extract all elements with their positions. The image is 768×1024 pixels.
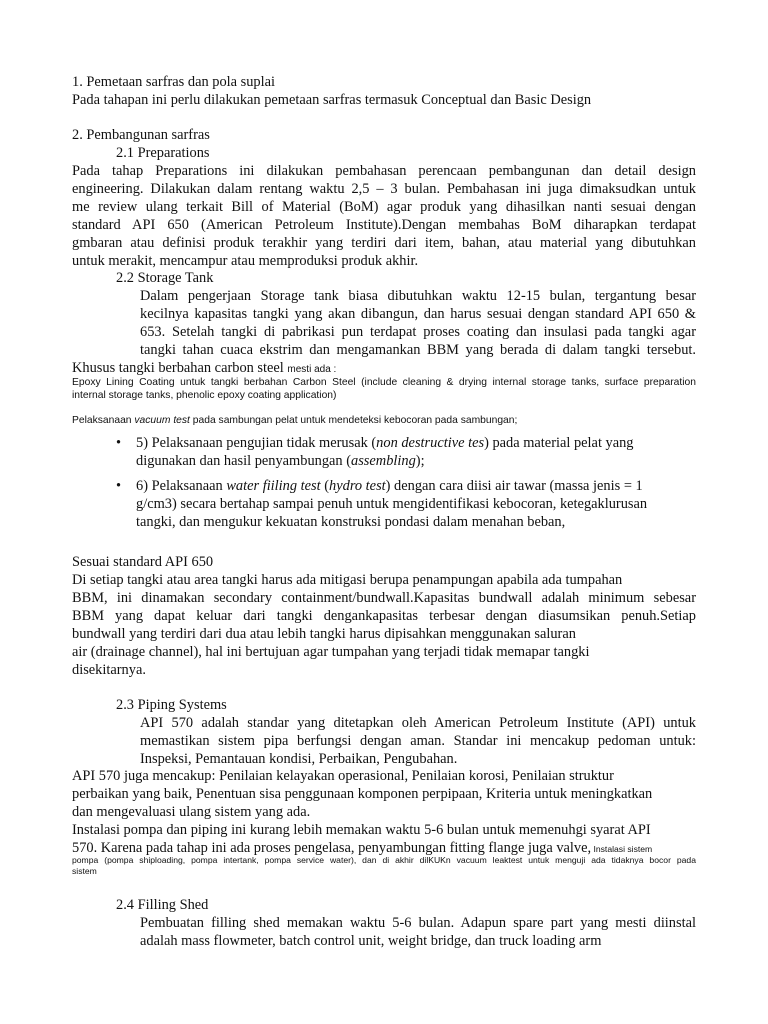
paragraph-line: Pada tahap Preparations ini dilakukan pembahasan perencaan pembangunan dan detail design bbox=[72, 163, 696, 179]
note-line: pompa (pompa shiploading, pompa intertank, pompa service water), dan di akhir dilKUKn vacuum leaktest untuk menguji ada tidaknya bocor pada bbox=[72, 855, 696, 865]
filling-shed-paragraph bbox=[140, 914, 696, 950]
bullet-2-term: hydro test bbox=[329, 478, 386, 494]
paragraph-line: gmbaran atau definisi produk terakhir yang terdiri dari item, bahan, atau material yang dibutuhkan bbox=[72, 235, 696, 251]
bullet-1-text: ) pada material pelat yang bbox=[484, 435, 634, 451]
paragraph-line: adalah mass flowmeter, batch control unit, weight bridge, dan truck loading arm bbox=[140, 933, 602, 949]
api-650-line: bundwall yang terdiri dari dua atau lebih tangki harus dipisahkan menggunakan saluran bbox=[72, 626, 576, 642]
paragraph-line: BBM, ini dinamakan secondary containment/bundwall.Kapasitas bundwall adalah minimum sebesar bbox=[72, 590, 696, 606]
api-650-heading: Sesuai standard API 650 bbox=[72, 554, 214, 570]
vacuum-test-post: pada sambungan pelat untuk mendeteksi kebocoran pada sambungan; bbox=[189, 415, 518, 426]
paragraph-line: kecilnya kapasitas tangki yang akan dibangun, dan harus sesuai dengan standard API 650 & bbox=[140, 306, 696, 322]
pompa-small-note bbox=[72, 855, 696, 877]
api-650-line: Di setiap tangki atau area tangki harus ada mitigasi berupa penampungan apabila ada tumpahan bbox=[72, 572, 623, 588]
bullet-1-term: assembling bbox=[351, 453, 416, 469]
pompa-text: 570. Karena pada tahap ini ada proses pengelasa, penyambungan fitting flange juga valve, bbox=[72, 840, 592, 856]
subsection-2-1-heading: 2.1 Preparations bbox=[116, 145, 210, 161]
piping-line: perbaikan yang baik, Penentuan sisa penggunaan komponen perpipaan, Kriteria untuk meningkatkan bbox=[72, 786, 653, 802]
section-1-text: Pada tahapan ini perlu dilakukan pemetaan sarfras termasuk Conceptual dan Basic Design bbox=[72, 92, 592, 108]
paragraph-line: engineering. Dilakukan dalam rentang waktu 2,5 – 3 bulan. Pembahasan ini juga dimaksudkan untuk bbox=[72, 181, 696, 197]
paragraph-line: untuk merakit, mencampur atau memproduksi produk akhir. bbox=[72, 253, 419, 269]
bullet-icon: • bbox=[116, 435, 122, 451]
section-2-heading: 2. Pembangunan sarfras bbox=[72, 127, 210, 143]
note-line: sistem bbox=[72, 866, 97, 876]
bullet-1-line-2 bbox=[136, 452, 425, 470]
vacuum-test-term: vacuum test bbox=[134, 415, 190, 426]
vacuum-test-note bbox=[72, 414, 517, 427]
storage-tank-paragraph bbox=[140, 287, 696, 359]
bullet-1-text: digunakan dan hasil penyambungan ( bbox=[136, 453, 352, 469]
bullet-2-line-1 bbox=[136, 477, 643, 495]
bullet-1-term: non destructive tes bbox=[376, 435, 485, 451]
paragraph-line: 653. Setelah tangki di pabrikasi pun terdapat proses coating dan insulasi pada tangki agar bbox=[140, 324, 696, 340]
paragraph-line: BBM yang dapat keluar dari tangki dengankapasitas terbesar dengan diasumsikan penuh.Setiap bbox=[72, 608, 696, 624]
vacuum-test-pre: Pelaksanaan bbox=[72, 415, 135, 426]
paragraph-line: Pembuatan filling shed memakan waktu 5-6 bulan. Adapun spare part yang mesti diinstal bbox=[140, 915, 696, 931]
bullet-1-line-1 bbox=[136, 434, 634, 452]
bullet-2-text: 6) Pelaksanaan bbox=[136, 478, 227, 494]
paragraph-line: standard API 650 (American Petroleum Institute).Dengan membahas BoM diharapkan terdapat bbox=[72, 217, 696, 233]
bullet-2-line-3: tangki, dan mengukur kekuatan konstruksi pondasi dalam menahan beban, bbox=[136, 514, 566, 530]
bullet-2-line-2: g/cm3) secara bertahap sampai penuh untuk mengidentifikasi kebocoran, ketegaklurusan bbox=[136, 496, 648, 512]
carbon-steel-note: mesti ada : bbox=[287, 364, 337, 375]
piping-indent-paragraph bbox=[140, 714, 696, 768]
bullet-2-text: ) dengan cara diisi air tawar (massa jenis = 1 bbox=[385, 478, 643, 494]
preparations-paragraph bbox=[72, 162, 696, 270]
piping-line: dan mengevaluasi ulang sistem yang ada. bbox=[72, 804, 311, 820]
bullet-1-text: ); bbox=[415, 453, 425, 469]
pompa-note: Instalasi sistem bbox=[591, 844, 653, 854]
piping-line: API 570 juga mencakup: Penilaian kelayakan operasional, Penilaian korosi, Penilaian struktur bbox=[72, 768, 614, 784]
paragraph-line: tangki tahan cuaca ekstrim dan mengamankan BBM yang berada di dalam tangki tersebut. bbox=[140, 342, 696, 358]
subsection-2-2-heading: 2.2 Storage Tank bbox=[116, 270, 214, 286]
api-650-line: air (drainage channel), hal ini bertujuan agar tumpahan yang terjadi tidak memapar tangki bbox=[72, 644, 590, 660]
bullet-1-text: 5) Pelaksanaan pengujian tidak merusak ( bbox=[136, 435, 377, 451]
api-650-line: disekitarnya. bbox=[72, 662, 146, 678]
bullet-2-text: ( bbox=[320, 478, 330, 494]
subsection-2-3-heading: 2.3 Piping Systems bbox=[116, 697, 227, 713]
bullet-2-term: water fiiling test bbox=[226, 478, 321, 494]
paragraph-line: Inspeksi, Pemantauan kondisi, Perbaikan, Pengubahan. bbox=[140, 751, 458, 767]
paragraph-line: Dalam pengerjaan Storage tank biasa dibutuhkan waktu 12-15 bulan, tergantung besar bbox=[140, 288, 696, 304]
epoxy-lining-note bbox=[72, 376, 696, 402]
section-1-heading: 1. Pemetaan sarfras dan pola suplai bbox=[72, 74, 276, 90]
bullet-icon: • bbox=[116, 478, 122, 494]
paragraph-line: API 570 adalah standar yang ditetapkan oleh American Petroleum Institute (API) untuk bbox=[140, 715, 696, 731]
carbon-steel-text: Khusus tangki berbahan carbon steel bbox=[72, 360, 288, 376]
note-line: internal storage tanks, phenolic epoxy coating application) bbox=[72, 390, 337, 401]
paragraph-line: me review ulang terkait Bill of Material (BoM) agar produk yang dihasilkan nanti sesuai dengan bbox=[72, 199, 696, 215]
subsection-2-4-heading: 2.4 Filling Shed bbox=[116, 897, 209, 913]
api-650-justified bbox=[72, 589, 696, 625]
paragraph-line: memastikan sistem pipa berfungsi dengan aman. Standar ini mencakup pedoman untuk: bbox=[140, 733, 696, 749]
note-line: Epoxy Lining Coating untuk tangki berbahan Carbon Steel (include cleaning & drying internal storage tanks, surface preparation bbox=[72, 377, 696, 388]
pompa-line-1: Instalasi pompa dan piping ini kurang lebih memakan waktu 5-6 bulan untuk memenuhgi syarat API bbox=[72, 822, 651, 838]
